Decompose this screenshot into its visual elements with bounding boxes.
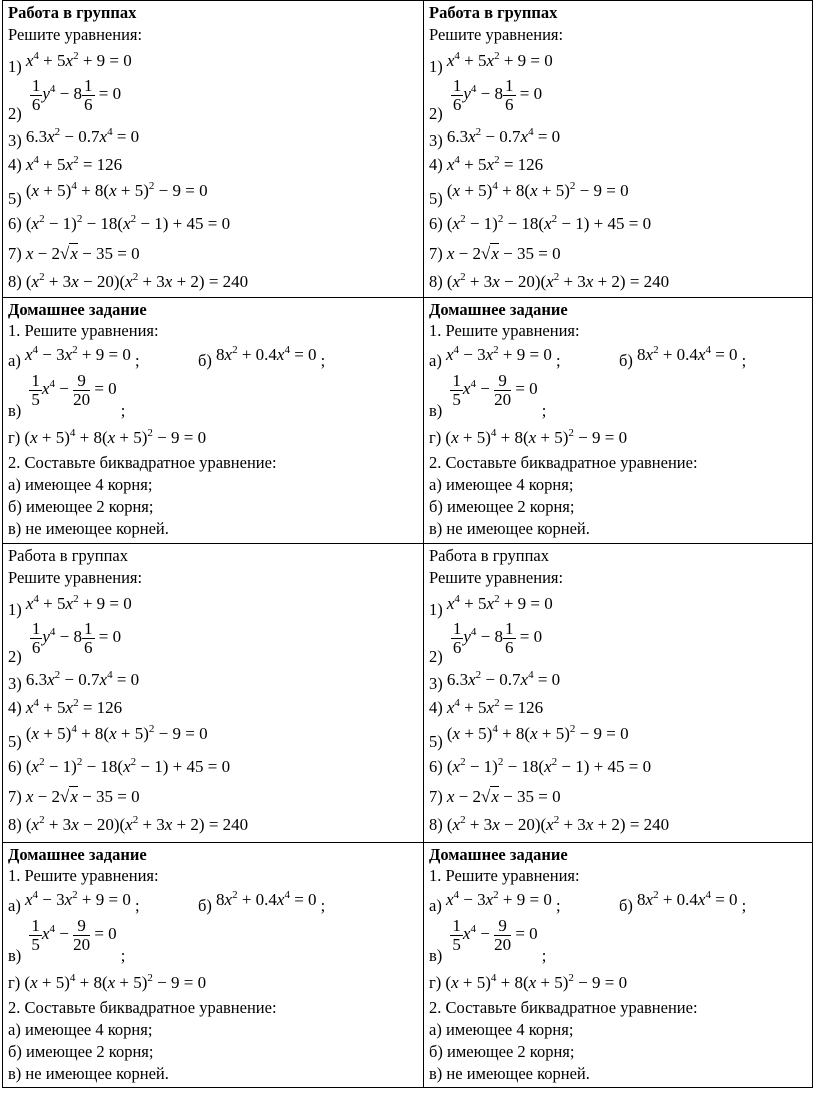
homework-item-c: в) не имеющее корней. (8, 519, 169, 538)
equation-label: 2) (8, 647, 22, 667)
homework-eq-c: в) $\frac{1}{5}$ $x^4$ − $\frac{9}{20}$ = 0 ; (429, 916, 547, 966)
equation-label: 4) (429, 698, 443, 717)
item-label: г) (429, 428, 442, 447)
homework-task1: 1. Решите уравнения: (429, 866, 580, 885)
equation-5: 5) $(x + 5)^4 + 8(x + 5)^2 - 9 = 0$ (429, 723, 629, 751)
equation-1: 1) $x^4 + 5x^2 + 9 = 0$ (8, 593, 132, 619)
homework-eq-d: г) $(x + 5)^4 + 8(x + 5)^2 - 9 = 0$ (429, 972, 628, 992)
homework-eq-d: г) $(x + 5)^4 + 8(x + 5)^2 - 9 = 0$ (8, 972, 207, 992)
homework-task1: 1. Решите уравнения: (429, 321, 580, 340)
equation-4: 4) $x^4 + 5x^2 = 126$ (8, 154, 123, 174)
group-instruction: Решите уравнения: (429, 25, 564, 44)
homework-eq-a: а) $x^4 - 3x^2 + 9 = 0$ ; (429, 344, 561, 370)
equation-8: 8) $(x^2 + 3x - 20)(x^2 + 3x + 2) = 240$ (429, 814, 670, 834)
equation-8: 8) $(x^2 + 3x - 20)(x^2 + 3x + 2) = 240$ (8, 814, 249, 834)
equation-label: 1) (8, 600, 22, 619)
equation-label: 8) (429, 272, 443, 291)
item-label: г) (8, 428, 21, 447)
group-heading: Работа в группах (429, 3, 558, 22)
homework-item-c: в) не имеющее корней. (429, 1064, 590, 1083)
equation-label: 5) (8, 732, 22, 751)
equation-3: 3) $6.3x^2 - 0.7x^4 = 0$ (429, 126, 561, 150)
item-label: б) (198, 896, 212, 915)
equation-1: 1) $x^4 + 5x^2 + 9 = 0$ (429, 593, 553, 619)
equation-label: 1) (429, 600, 443, 619)
homework-eq-a: а) $x^4 - 3x^2 + 9 = 0$ ; (8, 344, 140, 370)
group-instruction: Решите уравнения: (8, 568, 143, 587)
equation-5: 5) $(x + 5)^4 + 8(x + 5)^2 - 9 = 0$ (8, 180, 208, 208)
group-work-cell (2, 543, 424, 843)
equation-5: 5) $(x + 5)^4 + 8(x + 5)^2 - 9 = 0$ (8, 723, 208, 751)
group-instruction: Решите уравнения: (429, 568, 564, 587)
equation-6: 6) $(x^2 - 1)^2 - 18(x^2 - 1) + 45 = 0$ (429, 756, 652, 776)
equation-7: 7) x − 2√x − 35 = 0 (8, 787, 140, 806)
equation-8: 8) $(x^2 + 3x - 20)(x^2 + 3x + 2) = 240$ (429, 271, 670, 291)
equation-label: 7) (8, 244, 22, 263)
homework-item-b: б) имеющее 2 корня; (8, 1042, 154, 1061)
item-label: в) (8, 946, 22, 966)
group-work-cell (2, 0, 424, 298)
equation-7: 7) x − 2√x − 35 = 0 (429, 787, 561, 806)
equation-label: 6) (8, 757, 22, 776)
homework-item-c: в) не имеющее корней. (8, 1064, 169, 1083)
equation-label: 8) (8, 272, 22, 291)
item-label: в) (429, 401, 443, 421)
item-label: в) (8, 401, 22, 421)
homework-item-a: а) имеющее 4 корня; (429, 1020, 574, 1039)
homework-task2: 2. Составьте биквадратное уравнение: (429, 453, 698, 472)
worksheet-table (2, 0, 813, 1088)
homework-eq-a: а) $x^4 - 3x^2 + 9 = 0$ ; (8, 889, 140, 915)
homework-heading: Домашнее задание (429, 845, 568, 864)
equation-label: 5) (8, 189, 22, 208)
equation-2: 2) $\frac{1}{6}$ $y^4 - 8$ $\frac{1}{6}$ = 0 (8, 619, 122, 667)
group-heading: Работа в группах (429, 546, 549, 565)
homework-item-c: в) не имеющее корней. (429, 519, 590, 538)
equation-label: 7) (8, 787, 22, 806)
equation-label: 6) (429, 757, 443, 776)
homework-item-a: а) имеющее 4 корня; (8, 475, 153, 494)
homework-task2: 2. Составьте биквадратное уравнение: (8, 453, 277, 472)
equation-label: 2) (8, 104, 22, 124)
item-label: б) (198, 351, 212, 370)
equation-label: 7) (429, 787, 443, 806)
homework-eq-b: б) $8x^2 + 0.4x^4 = 0$ ; (198, 889, 326, 915)
equation-label: 8) (429, 815, 443, 834)
equation-label: 3) (429, 131, 443, 150)
homework-item-a: а) имеющее 4 корня; (429, 475, 574, 494)
equation-label: 3) (429, 674, 443, 693)
equation-label: 1) (8, 57, 22, 76)
homework-item-b: б) имеющее 2 корня; (429, 497, 575, 516)
equation-label: 4) (8, 155, 22, 174)
item-label: а) (429, 896, 442, 915)
equation-6: 6) $(x^2 - 1)^2 - 18(x^2 - 1) + 45 = 0$ (8, 213, 231, 233)
homework-heading: Домашнее задание (8, 845, 147, 864)
equation-4: 4) $x^4 + 5x^2 = 126$ (429, 154, 544, 174)
item-label: а) (8, 896, 21, 915)
item-label: б) (619, 351, 633, 370)
homework-eq-d: г) $(x + 5)^4 + 8(x + 5)^2 - 9 = 0$ (429, 427, 628, 447)
equation-label: 4) (8, 698, 22, 717)
homework-task2: 2. Составьте биквадратное уравнение: (429, 998, 698, 1017)
homework-task2: 2. Составьте биквадратное уравнение: (8, 998, 277, 1017)
homework-eq-a: а) $x^4 - 3x^2 + 9 = 0$ ; (429, 889, 561, 915)
equation-4: 4) $x^4 + 5x^2 = 126$ (429, 697, 544, 717)
equation-2: 2) $\frac{1}{6}$ $y^4 - 8$ $\frac{1}{6}$ = 0 (429, 619, 543, 667)
equation-7: 7) x − 2√x − 35 = 0 (8, 244, 140, 263)
equation-4: 4) $x^4 + 5x^2 = 126$ (8, 697, 123, 717)
equation-label: 1) (429, 57, 443, 76)
item-label: б) (619, 896, 633, 915)
equation-3: 3) $6.3x^2 - 0.7x^4 = 0$ (8, 126, 140, 150)
equation-label: 2) (429, 104, 443, 124)
group-work-cell (423, 0, 813, 298)
equation-label: 5) (429, 732, 443, 751)
equation-label: 8) (8, 815, 22, 834)
equation-6: 6) $(x^2 - 1)^2 - 18(x^2 - 1) + 45 = 0$ (429, 213, 652, 233)
homework-heading: Домашнее задание (429, 300, 568, 319)
homework-eq-b: б) $8x^2 + 0.4x^4 = 0$ ; (619, 344, 747, 370)
homework-eq-c: в) $\frac{1}{5}$ $x^4$ − $\frac{9}{20}$ = 0 ; (429, 371, 547, 421)
equation-1: 1) $x^4 + 5x^2 + 9 = 0$ (429, 50, 553, 76)
homework-task1: 1. Решите уравнения: (8, 321, 159, 340)
equation-label: 4) (429, 155, 443, 174)
equation-label: 6) (8, 214, 22, 233)
homework-heading: Домашнее задание (8, 300, 147, 319)
equation-2: 2) $\frac{1}{6}$ $y^4 - 8$ $\frac{1}{6}$ = 0 (8, 76, 122, 124)
homework-cell (2, 297, 424, 544)
homework-task1: 1. Решите уравнения: (8, 866, 159, 885)
equation-label: 7) (429, 244, 443, 263)
item-label: в) (429, 946, 443, 966)
homework-cell (423, 842, 813, 1088)
equation-5: 5) $(x + 5)^4 + 8(x + 5)^2 - 9 = 0$ (429, 180, 629, 208)
equation-label: 3) (8, 674, 22, 693)
group-work-cell (423, 543, 813, 843)
equation-label: 5) (429, 189, 443, 208)
item-label: а) (429, 351, 442, 370)
homework-eq-b: б) $8x^2 + 0.4x^4 = 0$ ; (198, 344, 326, 370)
equation-label: 2) (429, 647, 443, 667)
group-instruction: Решите уравнения: (8, 25, 143, 44)
equation-3: 3) $6.3x^2 - 0.7x^4 = 0$ (8, 669, 140, 693)
equation-3: 3) $6.3x^2 - 0.7x^4 = 0$ (429, 669, 561, 693)
item-label: г) (8, 973, 21, 992)
homework-item-b: б) имеющее 2 корня; (8, 497, 154, 516)
homework-cell (2, 842, 424, 1088)
homework-eq-c: в) $\frac{1}{5}$ $x^4$ − $\frac{9}{20}$ = 0 ; (8, 371, 126, 421)
equation-label: 3) (8, 131, 22, 150)
item-label: а) (8, 351, 21, 370)
homework-eq-d: г) $(x + 5)^4 + 8(x + 5)^2 - 9 = 0$ (8, 427, 207, 447)
equation-7: 7) x − 2√x − 35 = 0 (429, 244, 561, 263)
equation-1: 1) $x^4 + 5x^2 + 9 = 0$ (8, 50, 132, 76)
homework-eq-b: б) $8x^2 + 0.4x^4 = 0$ ; (619, 889, 747, 915)
homework-item-a: а) имеющее 4 корня; (8, 1020, 153, 1039)
homework-cell (423, 297, 813, 544)
homework-eq-c: в) $\frac{1}{5}$ $x^4$ − $\frac{9}{20}$ = 0 ; (8, 916, 126, 966)
equation-6: 6) $(x^2 - 1)^2 - 18(x^2 - 1) + 45 = 0$ (8, 756, 231, 776)
item-label: г) (429, 973, 442, 992)
group-heading: Работа в группах (8, 3, 137, 22)
equation-2: 2) $\frac{1}{6}$ $y^4 - 8$ $\frac{1}{6}$ = 0 (429, 76, 543, 124)
homework-item-b: б) имеющее 2 корня; (429, 1042, 575, 1061)
equation-8: 8) $(x^2 + 3x - 20)(x^2 + 3x + 2) = 240$ (8, 271, 249, 291)
group-heading: Работа в группах (8, 546, 128, 565)
equation-label: 6) (429, 214, 443, 233)
